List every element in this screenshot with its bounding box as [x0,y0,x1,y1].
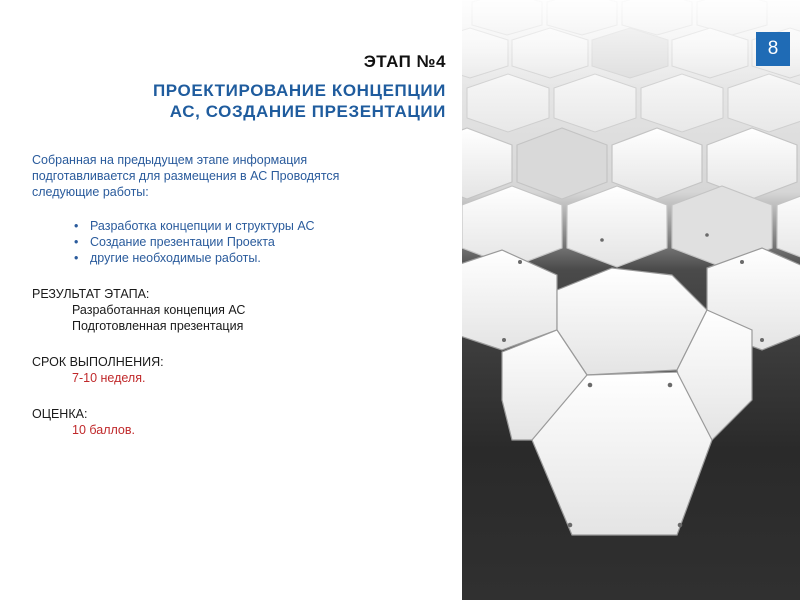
deadline-value: 7-10 неделя. [72,371,146,385]
work-list-item: • Создание презентации Проекта [74,234,442,250]
result-label: РЕЗУЛЬТАТ ЭТАПА: [32,287,150,301]
work-list-item: • другие необходимые работы. [74,250,442,266]
hexagon-tiles-illustration [462,0,800,600]
score-label: ОЦЕНКА: [32,407,88,421]
intro-line-2: подготавливается для размещения в АС Проводятся [32,169,340,183]
intro-line-1: Собранная на предыдущем этапе информация [32,153,308,167]
intro-paragraph [32,152,442,200]
work-list [32,218,442,266]
result-item: Подготовленная презентация [72,319,244,333]
page-number-badge: 8 [756,32,790,66]
deadline-label: СРОК ВЫПОЛНЕНИЯ: [32,355,164,369]
slide-body [32,152,442,438]
intro-line-3: следующие работы: [32,185,149,199]
work-list-item: • Разработка концепции и структуры АС [74,218,442,234]
heading-line-2: АС, СОЗДАНИЕ ПРЕЗЕНТАЦИИ [169,102,446,121]
stage-title: ЭТАП №4 [363,52,446,71]
slide-heading [153,80,446,122]
result-item: Разработанная концепция АС [72,303,246,317]
score-value: 10 баллов. [72,423,135,437]
heading-line-1: ПРОЕКТИРОВАНИЕ КОНЦЕПЦИИ [152,81,446,100]
white-hexagon-tiles-image [462,0,800,600]
